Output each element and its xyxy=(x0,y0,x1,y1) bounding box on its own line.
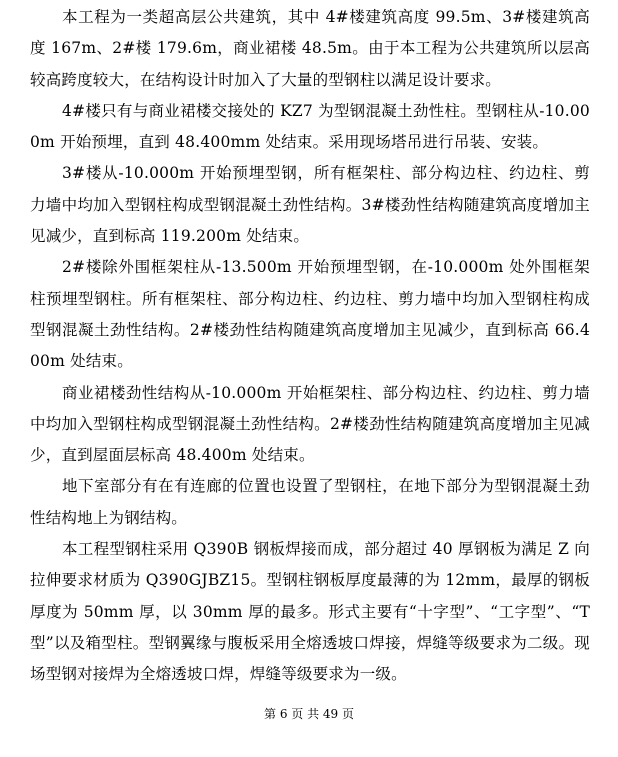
paragraph-building-4: 4#楼只有与商业裙楼交接处的 KZ7 为型钢混凝土劲性柱。型钢柱从-10.000m 开始预埋，直到 48.400mm 处结束。采用现场塔吊进行吊装、安装。 xyxy=(30,101,590,152)
paragraph-overview: 本工程为一类超高层公共建筑，其中 4#楼建筑高度 99.5m、3#楼建筑高度 167m、2#楼 179.6m，商业裙楼 48.5m。由于本工程为公共建筑所以层高较高跨度较大，在结构设计时加入了大量的型钢柱以满足设计要求。 xyxy=(30,8,590,89)
page-number: 第 6 页 共 49 页 xyxy=(264,707,354,721)
paragraph-steel-material: 本工程型钢柱采用 Q390B 钢板焊接而成，部分超过 40 厚钢板为满足 Z 向拉伸要求材质为 Q390GJBZ15。型钢柱钢板厚度最薄的为 12mm，最厚的钢板厚度为 50mm 厚，以 30mm 厚的最多。形式主要有“十字型”、“工字型”、“T 型”以及箱型柱。型钢翼缘与腹板采用全熔透坡口焊接，焊缝等级要求为二级。现场型钢对接焊为全熔透坡口焊，焊缝等级要求为一级。 xyxy=(30,540,590,684)
paragraph-commercial-podium: 商业裙楼劲性结构从-10.000m 开始框架柱、部分构边柱、约边柱、剪力墙中均加入型钢柱构成型钢混凝土劲性结构。2#楼劲性结构随建筑高度增加主见减少，直到屋面层标高 48.400m 处结束。 xyxy=(30,383,590,465)
paragraph-building-3: 3#楼从-10.000m 开始预埋型钢，所有框架柱、部分构边柱、约边柱、剪力墙中均加入型钢柱构成型钢混凝土劲性结构。3#楼劲性结构随建筑高度增加主见减少，直到标高 119.200m 处结束。 xyxy=(30,164,590,246)
document-body xyxy=(30,2,590,691)
paragraph-basement: 地下室部分有在有连廊的位置也设置了型钢柱，在地下部分为型钢混凝土劲性结构地上为钢结构。 xyxy=(30,477,590,527)
paragraph-building-2: 2#楼除外围框架柱从-13.500m 开始预埋型钢，在-10.000m 处外围框架柱预埋型钢柱。所有框架柱、部分构边柱、约边柱、剪力墙中均加入型钢柱构成型钢混凝土劲性结构。2#楼劲性结构随建筑高度增加主见减少，直到标高 66.400m 处结束。 xyxy=(30,258,590,371)
